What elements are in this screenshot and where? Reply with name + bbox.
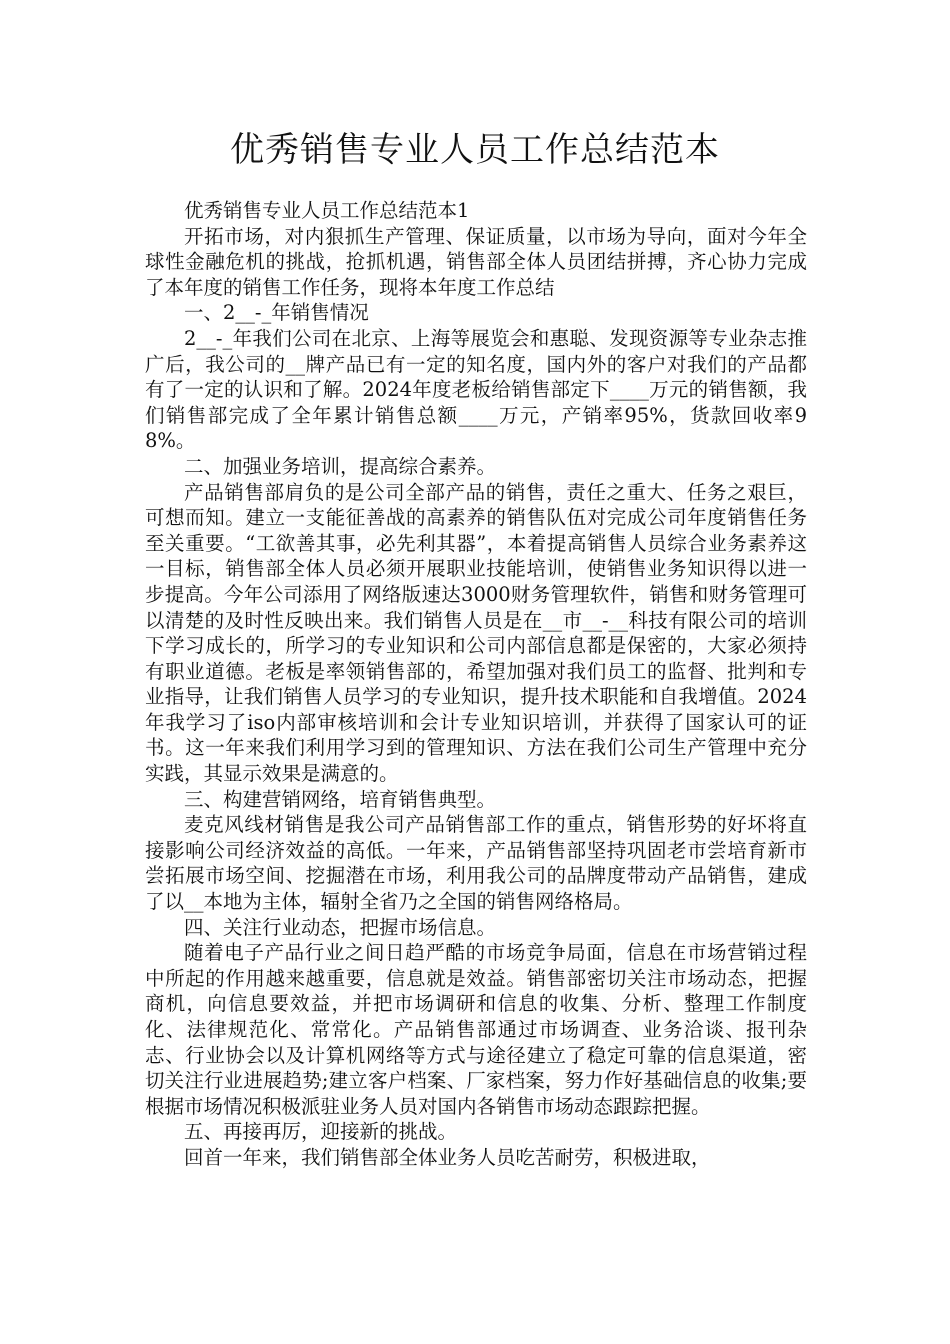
paragraph-section-1: 2__-_年我们公司在北京、上海等展览会和惠聪、发现资源等专业杂志推广后，我公司的__牌产品已有一定的知名度，国内外的客户对我们的产品都有了一定的认识和了解。2024年度老板给销售部定下____万元的销售额，我们销售部完成了全年累计销售总额____万元，产销率95%，货款回收率98%。 xyxy=(145,326,807,453)
paragraph-subtitle: 优秀销售专业人员工作总结范本1 xyxy=(184,199,470,222)
heading-section-3: 三、构建营销网络，培育销售典型。 xyxy=(184,787,497,811)
paragraph-section-4: 随着电子产品行业之间日趋严酷的市场竞争局面，信息在市场营销过程中所起的作用越来越重要，信息就是效益。销售部密切关注市场动态，把握商机，向信息要效益，并把市场调研和信息的收集、分析、整理工作制度化、法律规范化、常常化。产品销售部通过市场调查、业务洽谈、报刊杂志、行业协会以及计算机网络等方式与途径建立了稳定可靠的信息渠道，密切关注行业进展趋势;建立客户档案、厂家档案，努力作好基础信息的收集;要根据市场情况积极派驻业务人员对国内各销售市场动态跟踪把握。 xyxy=(145,941,807,1118)
paragraph-section-2: 产品销售部肩负的是公司全部产品的销售，责任之重大、任务之艰巨，可想而知。建立一支能征善战的高素养的销售队伍对完成公司年度销售任务至关重要。“工欲善其事，必先利其器”，本着提高销售人员综合业务素养这一目标，销售部全体人员必须开展职业技能培训，使销售业务知识得以进一步提高。今年公司添用了网络版速达3000财务管理软件，销售和财务管理可以清楚的及时性反映出来。我们销售人员是在__市__-__科技有限公司的培训下学习成长的，所学习的专业知识和公司内部信息都是保密的，大家必须持有职业道德。老板是率领销售部的，希望加强对我们员工的监督、批判和专业指导，让我们销售人员学习的专业知识，提升技术职能和自我增值。2024年我学习了iso内部审核培训和会计专业知识培训，并获得了国家认可的证书。这一年来我们利用学习到的管理知识、方法在我们公司生产管理中充分实践，其显示效果是满意的。 xyxy=(145,480,807,786)
document-body xyxy=(145,198,807,1171)
heading-section-2: 二、加强业务培训，提高综合素养。 xyxy=(184,454,497,478)
paragraph-section-5: 回首一年来，我们销售部全体业务人员吃苦耐劳，积极进取， xyxy=(184,1145,711,1169)
paragraph-section-3: 麦克风线材销售是我公司产品销售部工作的重点，销售形势的好坏将直接影响公司经济效益的高低。一年来，产品销售部坚持巩固老市尝培育新市尝拓展市场空间、挖掘潜在市场，利用我公司的品牌度带动产品销售，建成了以__本地为主体，辐射全省乃之全国的销售网络格局。 xyxy=(145,813,807,914)
paragraph-intro: 开拓市场，对内狠抓生产管理、保证质量，以市场为导向，面对今年全球性金融危机的挑战，抢抓机遇，销售部全体人员团结拼搏，齐心协力完成了本年度的销售工作任务，现将本年度工作总结 xyxy=(145,224,807,299)
document-title: 优秀销售专业人员工作总结范本 xyxy=(230,130,720,170)
heading-section-4: 四、关注行业动态，把握市场信息。 xyxy=(184,915,497,939)
heading-section-1: 一、2__-_年销售情况 xyxy=(184,301,369,325)
heading-section-5: 五、再接再厉，迎接新的挑战。 xyxy=(184,1120,458,1144)
